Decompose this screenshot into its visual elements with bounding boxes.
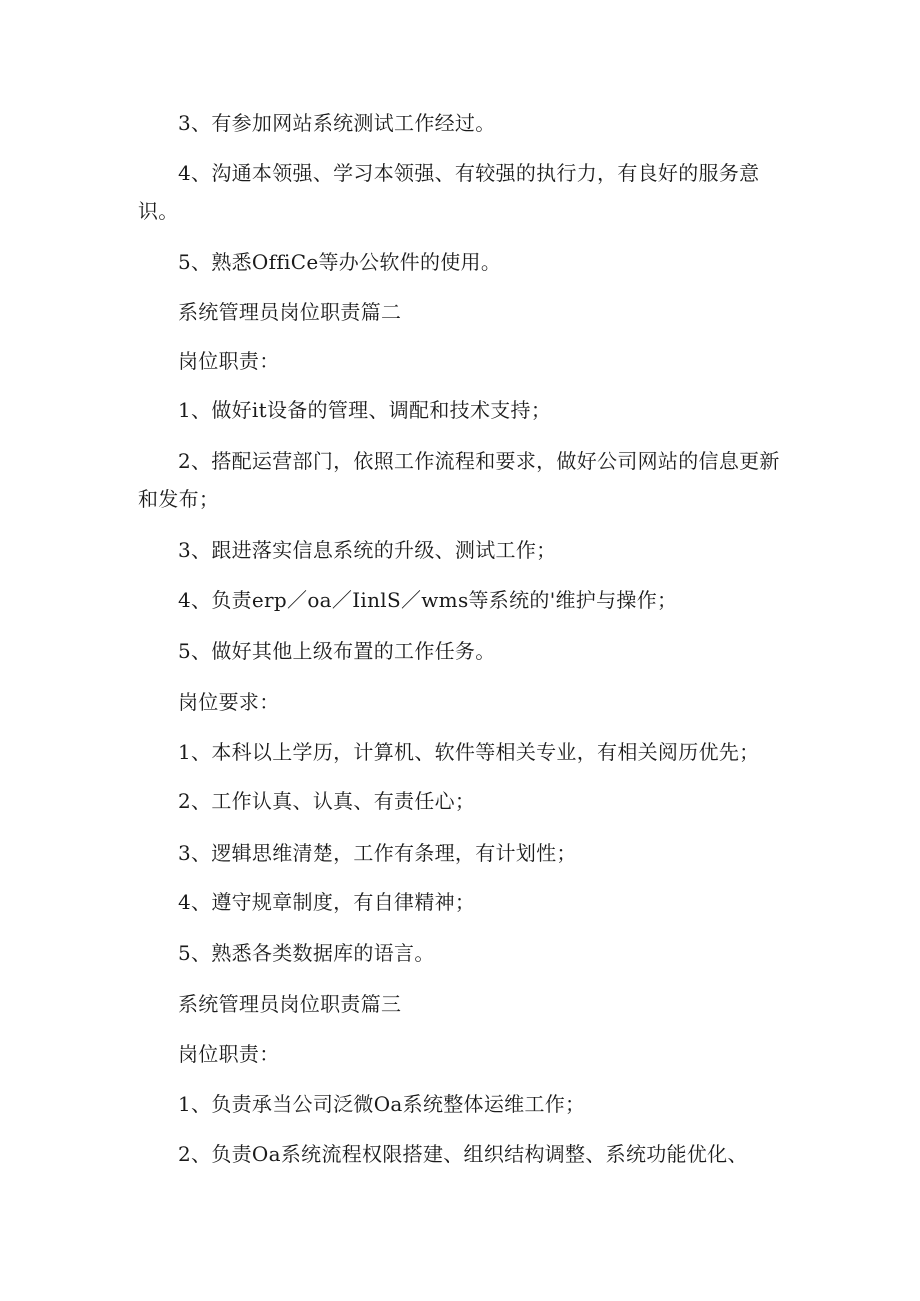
duty-item-1: 1、做好it设备的管理、调配和技术支持； (178, 398, 552, 422)
duty-item-1-b: 1、负责承当公司泛微Oa系统整体运维工作； (178, 1092, 586, 1116)
subheading-requirements: 岗位要求： (178, 690, 280, 714)
duty-item-2: 2、搭配运营部门，依照工作流程和要求，做好公司网站的信息更新和发布； (138, 449, 780, 511)
paragraph-item-3: 3、有参加网站系统测试工作经过。 (178, 111, 496, 135)
duty-item-2-b: 2、负责Oa系统流程权限搭建、组织结构调整、系统功能优化、 (178, 1142, 748, 1166)
paragraph-item-5: 5、熟悉OffiCe等办公软件的使用。 (178, 250, 502, 274)
duty-item-5: 5、做好其他上级布置的工作任务。 (178, 639, 496, 663)
subheading-duties-2: 岗位职责： (178, 1042, 280, 1066)
requirement-item-3: 3、逻辑思维清楚，工作有条理，有计划性； (178, 841, 577, 865)
duty-item-3: 3、跟进落实信息系统的升级、测试工作； (178, 538, 557, 562)
subheading-duties: 岗位职责： (178, 349, 280, 373)
duty-item-4: 4、负责erp／oa／IinlS／wms等系统的'维护与操作； (178, 588, 678, 612)
section-heading-part-two: 系统管理员岗位职责篇二 (178, 300, 402, 324)
requirement-item-1: 1、本科以上学历，计算机、软件等相关专业，有相关阅历优先； (178, 740, 760, 764)
requirement-item-4: 4、遵守规章制度，有自律精神； (178, 890, 476, 914)
paragraph-item-4: 4、沟通本领强、学习本领强、有较强的执行力，有良好的服务意识。 (138, 161, 760, 223)
requirement-item-2: 2、工作认真、认真、有责任心； (178, 789, 476, 813)
requirement-item-5: 5、熟悉各类数据库的语言。 (178, 941, 435, 965)
section-heading-part-three: 系统管理员岗位职责篇三 (178, 992, 402, 1016)
